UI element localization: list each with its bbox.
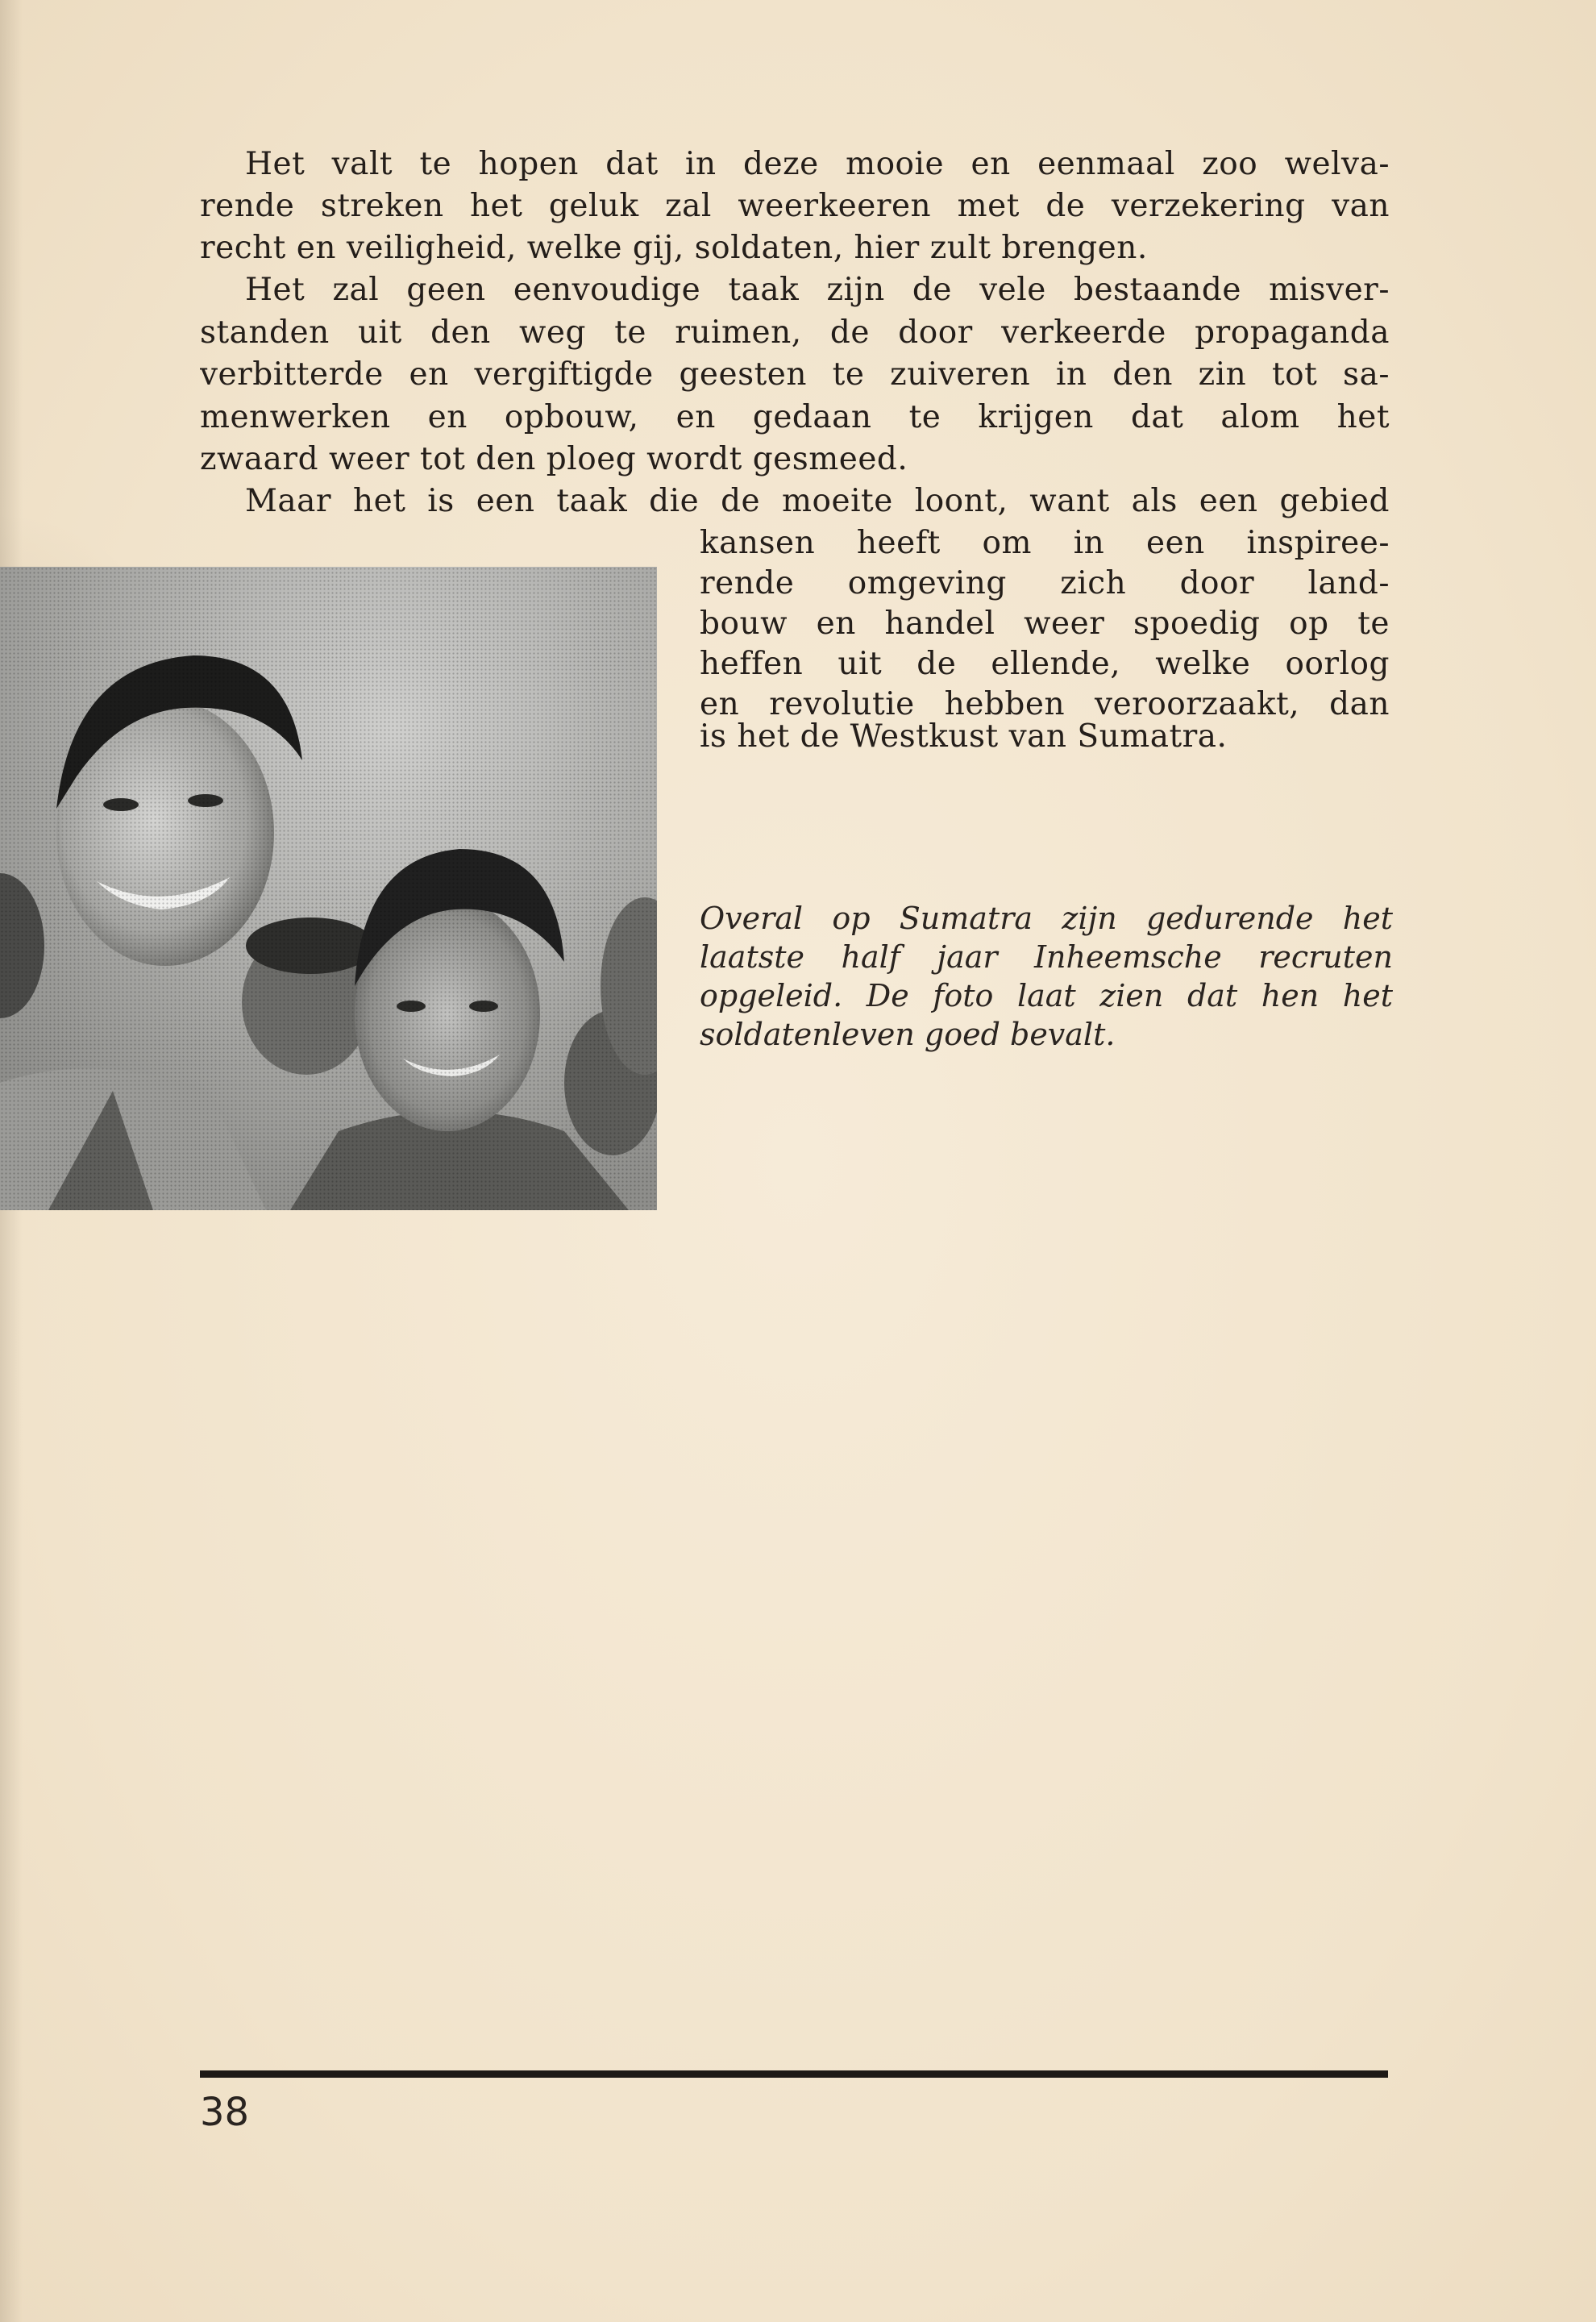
page-number: 38 [200,2090,250,2135]
footer-rule [200,2070,1388,2078]
text-line: bouw en handel weer spoedig op te [700,605,1390,642]
photo-caption-line: soldatenleven goed bevalt. [700,1017,1116,1052]
text-line: is het de Westkust van Sumatra. [700,718,1228,755]
text-line: menwerken en opbouw, en gedaan te krijgen dat alom het [200,399,1390,435]
text-line: standen uit den weg te ruimen, de door verkeerde propaganda [200,314,1390,351]
text-line: recht en veiligheid, welke gij, soldaten, hier zult brengen. [200,230,1148,266]
text-line: verbitterde en vergiftigde geesten te zuiveren in den zin tot sa- [200,356,1390,393]
text-line: Het zal geen eenvoudige taak zijn de vele bestaande misver- [245,272,1390,308]
photo-caption-line: Overal op Sumatra zijn gedurende het [700,901,1393,936]
text-line: Het valt te hopen dat in deze mooie en eenmaal zoo welva- [245,146,1390,182]
text-line: rende omgeving zich door land- [700,565,1390,601]
photo-caption-line: laatste half jaar Inheemsche recruten [700,939,1393,975]
text-line: en revolutie hebben veroorzaakt, dan [700,686,1390,722]
text-line: rende streken het geluk zal weerkeeren met de verzekering van [200,188,1390,224]
text-line: heffen uit de ellende, welke oorlog [700,646,1390,682]
photo-recruits [0,567,657,1210]
photo-caption-line: opgeleid. De foto laat zien dat hen het [700,978,1393,1013]
text-line: zwaard weer tot den ploeg wordt gesmeed. [200,441,908,477]
text-line: kansen heeft om in een inspiree- [700,525,1390,561]
text-line: Maar het is een taak die de moeite loont, want als een gebied [245,483,1390,519]
